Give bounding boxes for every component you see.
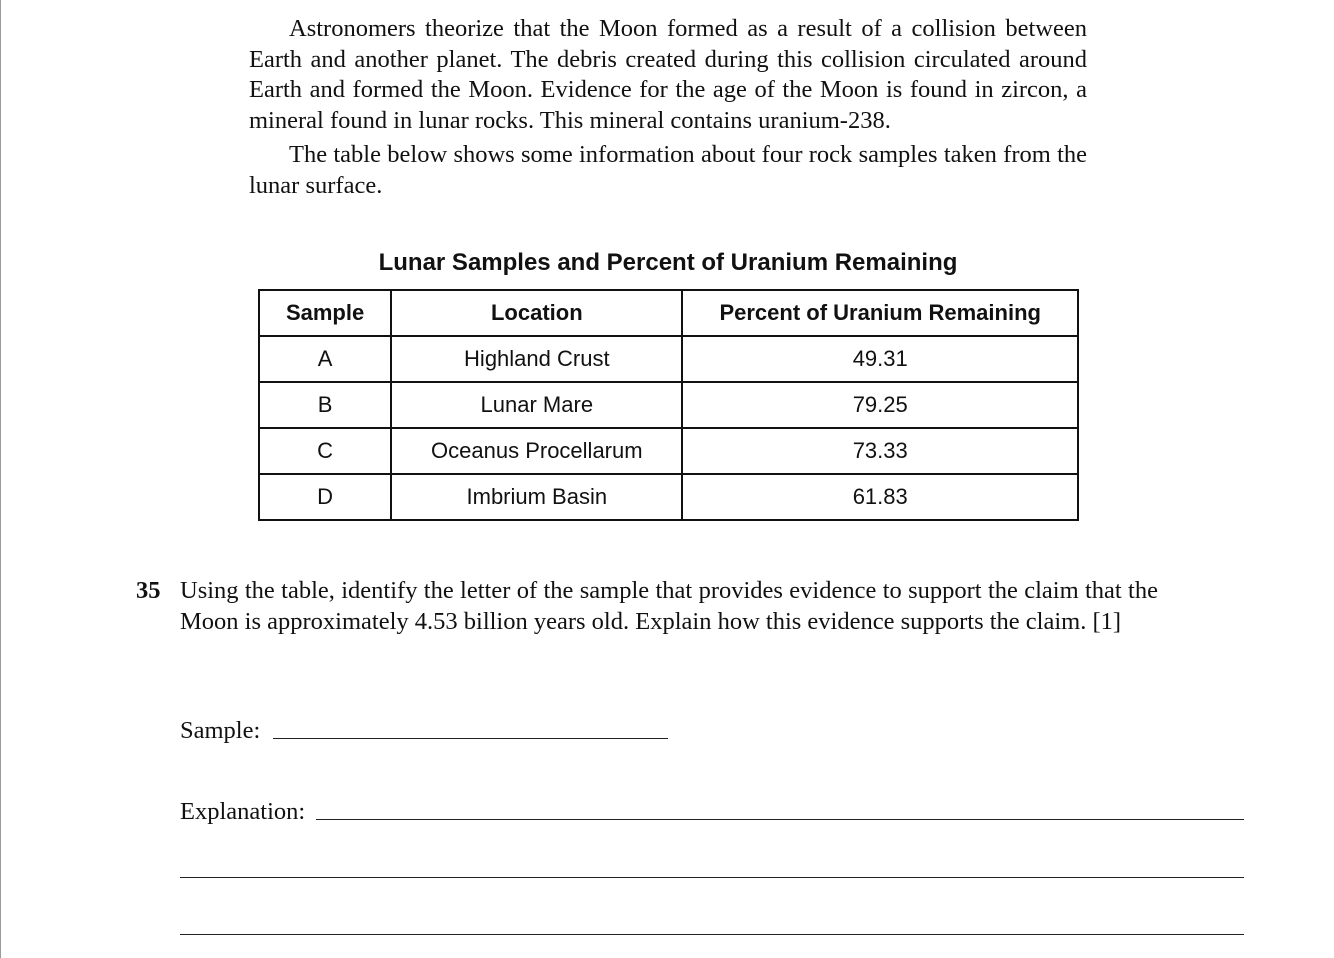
- explanation-answer-line-1[interactable]: [316, 819, 1244, 820]
- explanation-answer-line-2[interactable]: [180, 877, 1244, 878]
- cell-sample: C: [259, 428, 391, 474]
- cell-percent: 49.31: [682, 336, 1078, 382]
- table-title: Lunar Samples and Percent of Uranium Remaining: [378, 249, 958, 276]
- cell-location: Lunar Mare: [391, 382, 682, 428]
- question-35: [136, 576, 1158, 637]
- question-text: Using the table, identify the letter of the sample that provides evidence to support the claim that the Moon is approximately 4.53 billion years old. Explain how this evidence supports the claim. [1]: [180, 577, 1158, 635]
- page-left-border: [0, 0, 1, 958]
- table-row: [259, 474, 1078, 520]
- cell-percent: 79.25: [682, 382, 1078, 428]
- header-percent-uranium: Percent of Uranium Remaining: [682, 290, 1078, 336]
- cell-sample: D: [259, 474, 391, 520]
- explanation-label: Explanation:: [180, 798, 306, 825]
- table-row: [259, 382, 1078, 428]
- sample-answer-line[interactable]: [273, 738, 668, 739]
- passage-paragraph-2: The table below shows some information about four rock samples taken from the lunar surface.: [249, 141, 1087, 199]
- table-header-row: [259, 290, 1078, 336]
- passage-paragraph-1: Astronomers theorize that the Moon formed as a result of a collision between Earth and another planet. The debris created during this collision circulated around Earth and formed the Moon. Evidence for the age of the Moon is found in zircon, a mineral found in lunar rocks. This mineral contains uranium-238.: [249, 15, 1087, 134]
- header-location: Location: [391, 290, 682, 336]
- cell-sample: B: [259, 382, 391, 428]
- cell-percent: 73.33: [682, 428, 1078, 474]
- explanation-answer-line-3[interactable]: [180, 934, 1244, 935]
- table-row: [259, 428, 1078, 474]
- header-sample: Sample: [259, 290, 391, 336]
- question-number: 35: [136, 577, 161, 604]
- lunar-samples-table: [258, 289, 1079, 521]
- cell-sample: A: [259, 336, 391, 382]
- table-row: [259, 336, 1078, 382]
- cell-location: Imbrium Basin: [391, 474, 682, 520]
- reading-passage: [249, 14, 1087, 201]
- cell-location: Oceanus Procellarum: [391, 428, 682, 474]
- sample-label: Sample:: [180, 717, 261, 744]
- cell-location: Highland Crust: [391, 336, 682, 382]
- cell-percent: 61.83: [682, 474, 1078, 520]
